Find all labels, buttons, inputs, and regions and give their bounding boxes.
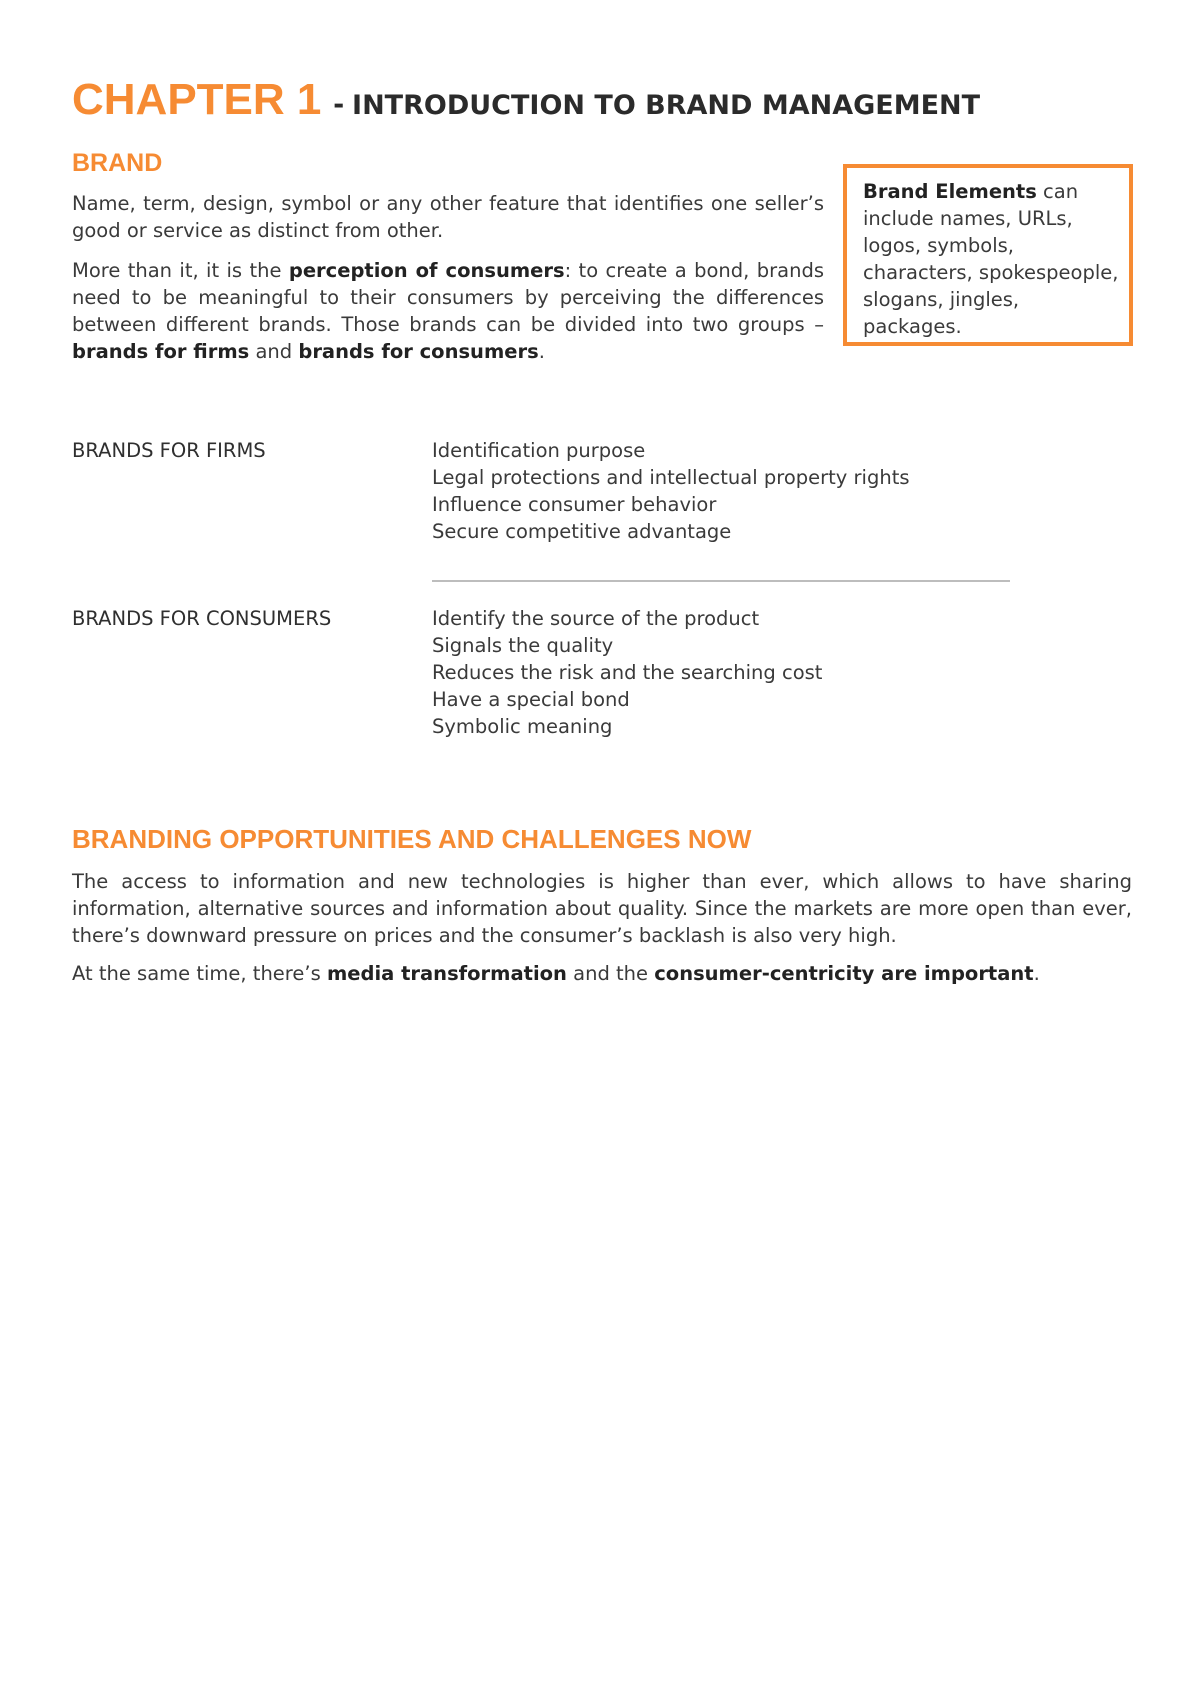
bold-term: brands for firms	[72, 340, 250, 363]
text-run: and the	[566, 962, 655, 985]
chapter-dash: -	[333, 85, 345, 121]
list-item: Symbolic meaning	[432, 715, 613, 738]
list-item: Identify the source of the product	[432, 607, 760, 630]
brands-for-firms-list	[432, 437, 910, 545]
bold-term: consumer-centricity are important	[654, 962, 1034, 985]
brands-for-consumers-list	[432, 605, 822, 740]
list-item: Influence consumer behavior	[432, 493, 717, 516]
brands-for-consumers-label: BRANDS FOR CONSUMERS	[72, 607, 332, 630]
text-run: .	[538, 340, 545, 363]
text-run: More than it, it is the	[72, 259, 289, 282]
brand-elements-box	[843, 164, 1133, 346]
brand-heading: BRAND	[72, 149, 163, 177]
opportunities-paragraph-2	[72, 960, 1132, 987]
text-run: .	[1033, 962, 1040, 985]
bold-term: media transformation	[326, 962, 567, 985]
text-run: At the same time, there’s	[72, 962, 327, 985]
brand-perception-paragraph	[72, 257, 824, 365]
text-run: and	[249, 340, 299, 363]
brands-for-firms-label: BRANDS FOR FIRMS	[72, 439, 266, 462]
list-item: Secure competitive advantage	[432, 520, 732, 543]
chapter-number: CHAPTER 1	[72, 75, 322, 124]
brand-elements-text: can include names, URLs, logos, symbols, characters, spokespeople, slogans, jingles, packages.	[863, 180, 1119, 338]
list-item: Legal protections and intellectual property rights	[432, 466, 910, 489]
brand-elements-term: Brand Elements	[863, 180, 1037, 203]
opportunities-paragraph-1: The access to information and new technologies is higher than ever, which allows to have sharing information, alternative sources and information about quality. Since the markets are more open than ever, there’s downward pressure on prices and the consumer’s backlash is also very high.	[72, 870, 1132, 947]
brand-definition: Name, term, design, symbol or any other feature that identifies one seller’s good or service as distinct from other.	[72, 192, 824, 242]
chapter-heading	[72, 75, 1152, 124]
divider	[432, 580, 1010, 582]
list-item: Have a special bond	[432, 688, 630, 711]
chapter-title: INTRODUCTION TO BRAND MANAGEMENT	[352, 90, 981, 121]
text-run: : to create a bond, brands need to be meaningful to their consumers by perceiving the differences between different brands. Those brands can be divided into two groups –	[72, 259, 824, 336]
list-item: Signals the quality	[432, 634, 614, 657]
list-item: Reduces the risk and the searching cost	[432, 661, 823, 684]
bold-term: brands for consumers	[298, 340, 539, 363]
bold-term: perception of consumers	[288, 259, 565, 282]
list-item: Identification purpose	[432, 439, 646, 462]
opportunities-heading: BRANDING OPPORTUNITIES AND CHALLENGES NOW	[72, 824, 752, 854]
